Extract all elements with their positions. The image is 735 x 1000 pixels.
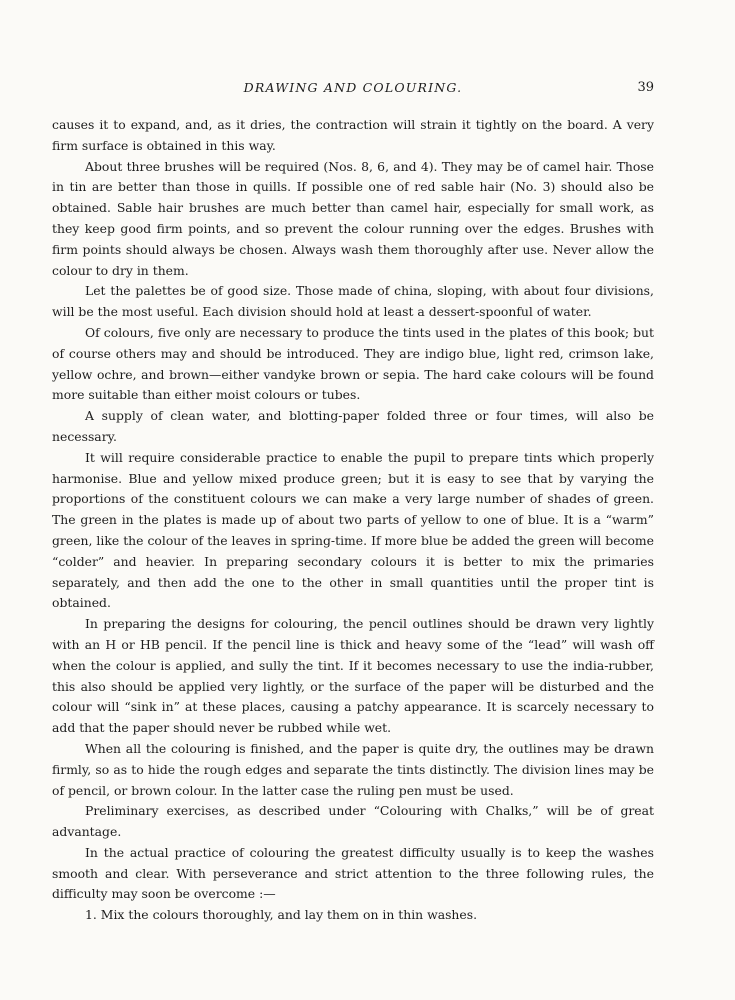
paragraph-tints: It will require considerable practice to enable the pupil to prepare tints which properly harmonise. Blue and yellow mixed produce green; but it is easy to see that by varying the proportions of the constituent colours we can make a very large number of shades of green. The green in the plates is made up of about two parts of yellow to one of blue. It is a “warm” green, like the colour of the leaves in spring-time. If more blue be added the green will become “colder” and heavier. In preparing secondary colours it is better to mix the primaries separately, and then add the one to the other in small quantities until the proper tint is obtained. — [52, 449, 654, 611]
paragraph-brushes: About three brushes will be required (Nos. 8, 6, and 4). They may be of camel hair. Those in tin are better than those in quills. If possible one of red sable hair (No. 3) should also be obtained. Sable hair brushes are much better than camel hair, especially for small work, as they keep good firm points, and so prevent the colour running over the edges. Brushes with firm points should always be chosen. Always wash them thoroughly after use. Never allow the colour to dry in them. — [52, 158, 654, 278]
page-number: 39 — [637, 80, 654, 95]
paragraph-rule-1: 1. Mix the colours thoroughly, and lay them on in thin washes. — [85, 907, 478, 923]
body-text — [52, 115, 654, 926]
paragraph-water: A supply of clean water, and blotting-paper folded three or four times, will also be necessary. — [52, 408, 654, 444]
running-head — [52, 80, 654, 100]
paragraph-pencil-outlines: In preparing the designs for colouring, the pencil outlines should be drawn very lightly with an H or HB pencil. If the pencil line is thick and heavy some of the “lead” will wash off when the colour is applied, and sully the tint. If it becomes necessary to use the india-rubber, this also should be applied very lightly, or the surface of the paper will be disturbed and the colour will “sink in” at these places, causing a patchy appearance. It is scarcely necessary to add that the paper should never be rubbed while wet. — [52, 616, 654, 736]
paragraph-finishing: When all the colouring is finished, and the paper is quite dry, the outlines may be drawn firmly, so as to hide the rough edges and separate the tints distinctly. The division lines may be of pencil, or brown colour. In the latter case the ruling pen must be used. — [52, 740, 654, 798]
paragraph-preliminary: Preliminary exercises, as described under “Colouring with Chalks,” will be of great advantage. — [52, 803, 654, 840]
paragraph-colours: Of colours, five only are necessary to produce the tints used in the plates of this book; but of course others may and should be introduced. They are indigo blue, light red, crimson lake, yellow ochre, and brown—either vandyke brown or sepia. The hard cake colours will be found more suitable than either moist colours or tubes. — [52, 324, 654, 403]
paragraph-continuation: causes it to expand, and, as it dries, the contraction will strain it tightly on the board. A very firm surface is obtained in this way. — [52, 117, 654, 153]
paragraph-washes: In the actual practice of colouring the greatest difficulty usually is to keep the washes smooth and clear. With perseverance and strict attention to the three following rules, the difficulty may soon be overcome :— — [52, 844, 654, 902]
paragraph-palettes: Let the palettes be of good size. Those made of china, sloping, with about four divisions, will be the most useful. Each division should hold at least a dessert-spoonful of water. — [52, 283, 654, 320]
running-title: DRAWING AND COLOURING. — [243, 80, 463, 95]
